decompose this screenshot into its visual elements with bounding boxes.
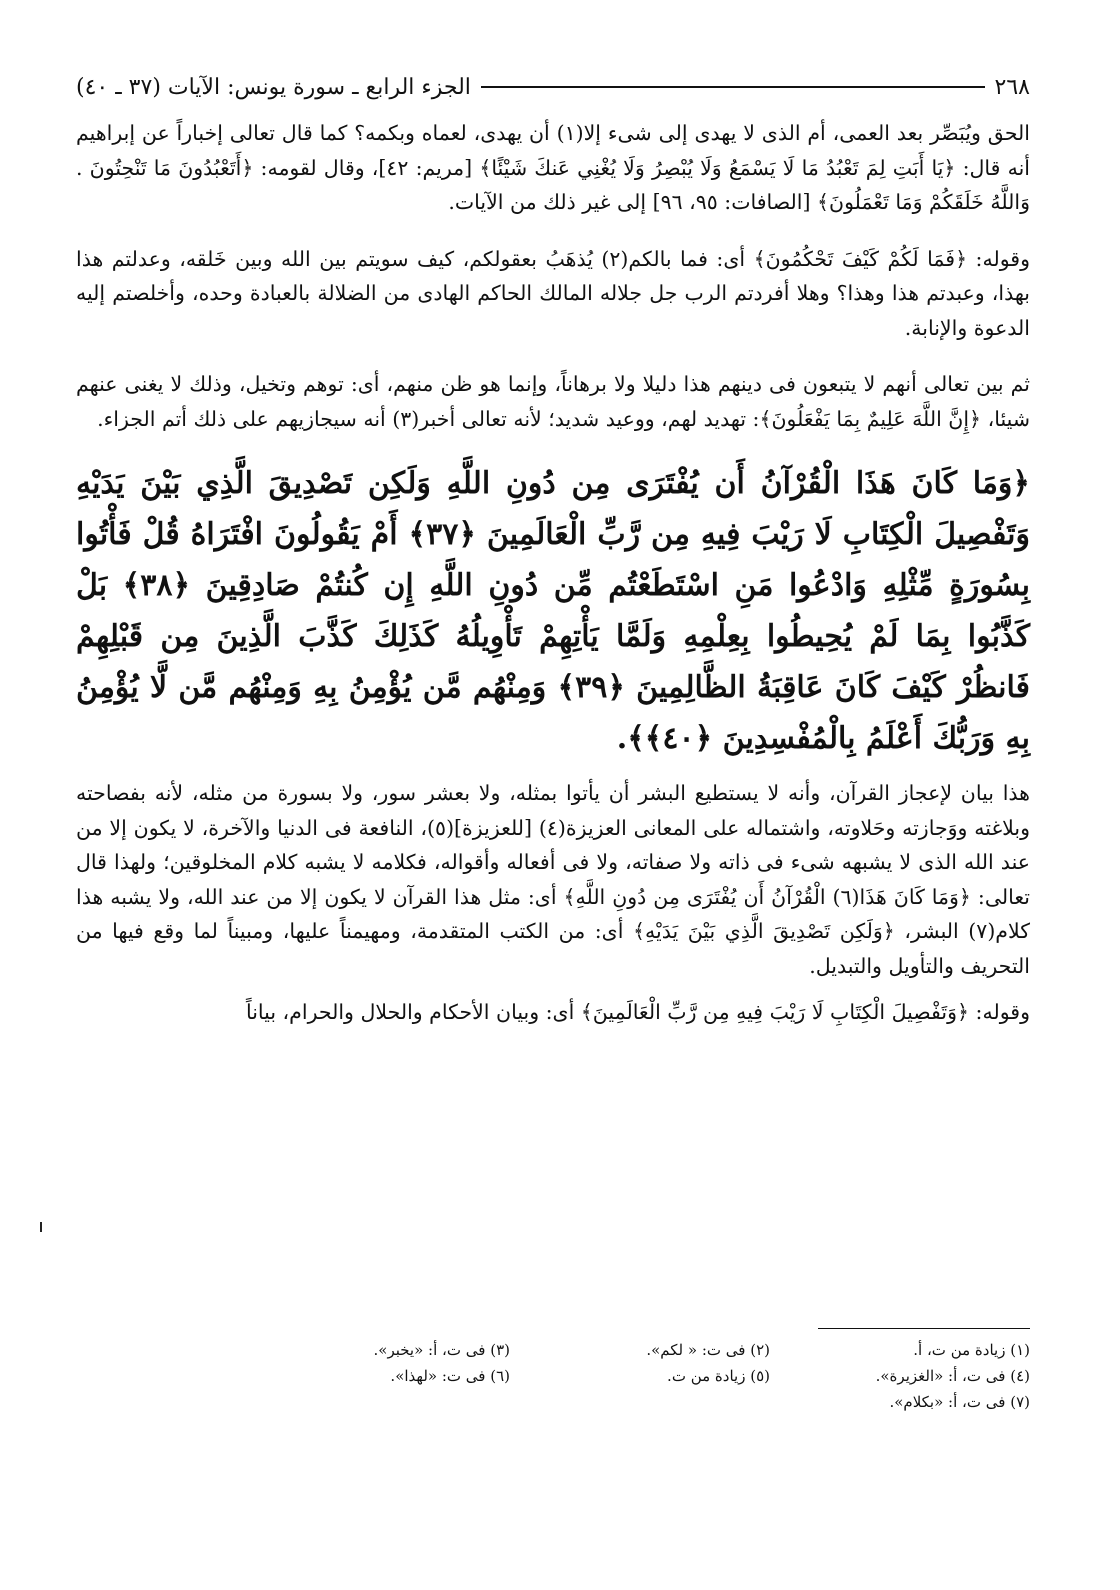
scan-margin-mark xyxy=(40,1222,42,1232)
quran-verses-block: ﴿وَمَا كَانَ هَذَا الْقُرْآنُ أَن يُفْتَرَى مِن دُونِ اللَّهِ وَلَكِن تَصْدِيقَ الَّذِي بَيْنَ يَدَيْهِ وَتَفْصِيلَ الْكِتَابِ لَا رَيْبَ فِيهِ مِن رَّبِّ الْعَالَمِينَ ﴿٣٧﴾ أَمْ يَقُولُونَ افْتَرَاهُ قُلْ فَأْتُوا بِسُورَةٍ مِّثْلِهِ وَادْعُوا مَنِ اسْتَطَعْتُم مِّن دُونِ اللَّهِ إِن كُنتُمْ صَادِقِينَ ﴿٣٨﴾ بَلْ كَذَّبُوا بِمَا لَمْ يُحِيطُوا بِعِلْمِهِ وَلَمَّا يَأْتِهِمْ تَأْوِيلُهُ كَذَلِكَ كَذَّبَ الَّذِينَ مِن قَبْلِهِمْ فَانظُرْ كَيْفَ كَانَ عَاقِبَةُ الظَّالِمِينَ ﴿٣٩﴾ وَمِنْهُم مَّن يُؤْمِنُ بِهِ وَمِنْهُم مَّن لَّا يُؤْمِنُ بِهِ وَرَبُّكَ أَعْلَمُ بِالْمُفْسِدِينَ ﴿٤٠﴾﴾. xyxy=(76,466,1030,756)
tafsir-paragraph: وقوله: ﴿فَمَا لَكُمْ كَيْفَ تَحْكُمُونَ﴾ أى: فما بالكم(٢) يُذهَبُ بعقولكم، كيف سويتم بين الله وبين خَلقه، وعدلتم هذا بهذا، وعبدتم هذا وهذا؟ وهلا أفردتم الرب جل جلاله المالك الحاكم الهادى من الضلالة بالعبادة وحده، وأخلصتم إليه الدعوة والإنابة. xyxy=(76,246,1030,340)
tafsir-paragraph: وقوله: ﴿وَتَفْصِيلَ الْكِتَابِ لَا رَيْبَ فِيهِ مِن رَّبِّ الْعَالَمِينَ﴾ أى: وبيان الأحكام والحلال والحرام، بياناً xyxy=(245,1000,1030,1024)
footnote: (٤) فى ت، أ: «الغزيرة». xyxy=(875,1367,1030,1385)
tafsir-paragraph: ثم بين تعالى أنهم لا يتبعون فى دينهم هذا دليلا ولا برهاناً، وإنما هو ظن منهم، أى: توهم وتخيل، وذلك لا يغنى عنهم شيئا، ﴿إِنَّ اللَّهَ عَلِيمٌ بِمَا يَفْعَلُونَ﴾: تهديد لهم، ووعيد شديد؛ لأنه تعالى أخبر(٣) أنه سيجازيهم على ذلك أتم الجزاء. xyxy=(76,372,1030,431)
footnote: (١) زيادة من ت، أ. xyxy=(913,1341,1030,1359)
footnote: (٧) فى ت، أ: «بكلام». xyxy=(889,1393,1030,1411)
page-number: ٢٦٨ xyxy=(994,74,1030,100)
running-header xyxy=(76,70,1030,104)
footnote: (٦) فى ت: «لهذا». xyxy=(390,1367,510,1385)
header-rule xyxy=(481,86,985,88)
footnotes-section xyxy=(76,1328,1030,1413)
tafsir-paragraph: هذا بيان لإعجاز القرآن، وأنه لا يستطيع البشر أن يأتوا بمثله، ولا بعشر سور، ولا بسورة من مثله، لأنه بفصاحته وبلاغته ووَجازته وحَلاوته، واشتماله على المعانى العزيزة(٤) [للعزيزة](٥)، النافعة فى الدنيا والآخرة، لا يكون إلا من عند الله الذى لا يشبهه شىء فى ذاته ولا صفاته، ولا فى أفعاله وأقواله، فكلامه لا يشبه كلام المخلوقين؛ ولهذا قال تعالى: ﴿وَمَا كَانَ هَذَا(٦) الْقُرْآنُ أَن يُفْتَرَى مِن دُونِ اللَّهِ﴾ أى: مثل هذا القرآن لا يكون إلا من عند الله، ولا يشبه هذا كلام(٧) البشر، ﴿وَلَكِن تَصْدِيقَ الَّذِي بَيْنَ يَدَيْهِ﴾ أى: من الكتب المتقدمة، ومهيمناً عليها، ومبيناً لما وقع فيها من التحريف والتأويل والتبديل. xyxy=(76,781,1030,978)
footnote: (٢) فى ت: « لكم». xyxy=(646,1341,770,1359)
tafsir-paragraph: الحق ويُبَصِّر بعد العمى، أم الذى لا يهدى إلى شىء إلا(١) أن يهدى، لعماه وبكمه؟ كما قال تعالى إخباراً عن إبراهيم أنه قال: ﴿يَا أَبَتِ لِمَ تَعْبُدُ مَا لَا يَسْمَعُ وَلَا يُبْصِرُ وَلَا يُغْنِي عَنكَ شَيْئًا﴾ [مريم: ٤٢]، وقال لقومه: ﴿أَتَعْبُدُونَ مَا تَنْحِتُونَ . وَاللَّهُ خَلَقَكُمْ وَمَا تَعْمَلُونَ﴾ [الصافات: ٩٥، ٩٦] إلى غير ذلك من الآيات. xyxy=(76,121,1030,214)
running-title: الجزء الرابع ـ سورة يونس: الآيات (٣٧ ـ ٤٠) xyxy=(76,74,471,100)
footnote: (٣) فى ت، أ: «يخبر». xyxy=(373,1341,510,1359)
footnote-rule xyxy=(818,1328,1030,1329)
page-body xyxy=(76,70,1030,1030)
footnote: (٥) زيادة من ت. xyxy=(667,1367,770,1385)
